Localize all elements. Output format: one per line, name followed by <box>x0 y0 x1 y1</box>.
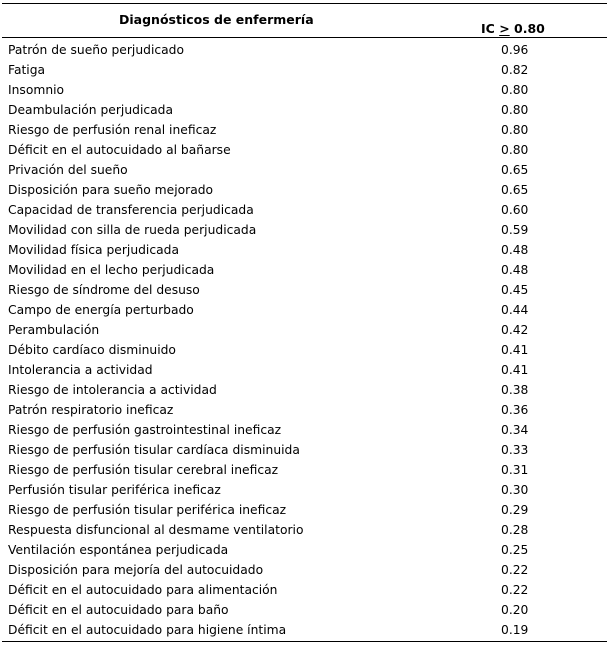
header-ic-operator: > <box>499 21 510 36</box>
diagnosis-label: Perambulación <box>8 323 100 337</box>
diagnosis-table <box>2 3 609 642</box>
table-body <box>2 38 609 640</box>
table-row <box>2 260 609 280</box>
diagnosis-label: Débito cardíaco disminuido <box>8 343 176 357</box>
table-row <box>2 60 609 80</box>
table-row <box>2 540 609 560</box>
table-row <box>2 460 609 480</box>
ic-value: 0.22 <box>501 563 529 577</box>
ic-value: 0.20 <box>501 603 529 617</box>
table-row <box>2 40 609 60</box>
diagnosis-label: Privación del sueño <box>8 163 128 177</box>
table-row <box>2 600 609 620</box>
diagnosis-label: Riesgo de perfusión renal ineficaz <box>8 123 217 137</box>
ic-value: 0.41 <box>501 343 529 357</box>
diagnosis-label: Fatiga <box>8 63 46 77</box>
ic-value: 0.19 <box>501 623 529 637</box>
ic-value: 0.80 <box>501 123 529 137</box>
ic-value: 0.60 <box>501 203 529 217</box>
table-row <box>2 500 609 520</box>
table-header <box>2 4 609 37</box>
table-row <box>2 200 609 220</box>
diagnosis-label: Ventilación espontánea perjudicada <box>8 543 229 557</box>
diagnosis-label: Riesgo de perfusión gastrointestinal ineficaz <box>8 423 282 437</box>
diagnosis-label: Riesgo de perfusión tisular cardíaca disminuida <box>8 443 300 457</box>
table-row <box>2 580 609 600</box>
table-row <box>2 560 609 580</box>
table-row <box>2 380 609 400</box>
table-row <box>2 100 609 120</box>
ic-value: 0.29 <box>501 503 529 517</box>
table-row <box>2 300 609 320</box>
ic-value: 0.25 <box>501 543 529 557</box>
diagnosis-label: Riesgo de perfusión tisular cerebral ineficaz <box>8 463 279 477</box>
table-row <box>2 320 609 340</box>
diagnosis-label: Insomnio <box>8 83 65 97</box>
ic-value: 0.65 <box>501 163 529 177</box>
ic-value: 0.28 <box>501 523 529 537</box>
diagnosis-label: Déficit en el autocuidado para higiene íntima <box>8 623 287 637</box>
diagnosis-label: Disposición para sueño mejorado <box>8 183 214 197</box>
header-ic-prefix: IC <box>481 21 500 36</box>
ic-value: 0.65 <box>501 183 529 197</box>
ic-value: 0.96 <box>501 43 529 57</box>
table-row <box>2 80 609 100</box>
table-row <box>2 400 609 420</box>
table-row <box>2 140 609 160</box>
diagnosis-label: Riesgo de síndrome del desuso <box>8 283 200 297</box>
diagnosis-label: Riesgo de intolerancia a actividad <box>8 383 217 397</box>
ic-value: 0.36 <box>501 403 529 417</box>
diagnosis-label: Intolerancia a actividad <box>8 363 153 377</box>
table-row <box>2 180 609 200</box>
ic-value: 0.41 <box>501 363 529 377</box>
header-ic <box>481 21 545 36</box>
ic-value: 0.80 <box>501 143 529 157</box>
ic-value: 0.80 <box>501 103 529 117</box>
table-row <box>2 240 609 260</box>
ic-value: 0.34 <box>501 423 529 437</box>
diagnosis-label: Déficit en el autocuidado para alimentación <box>8 583 278 597</box>
table-row <box>2 620 609 640</box>
ic-value: 0.48 <box>501 243 529 257</box>
diagnosis-label: Deambulación perjudicada <box>8 103 173 117</box>
ic-value: 0.22 <box>501 583 529 597</box>
diagnosis-label: Patrón de sueño perjudicado <box>8 43 184 57</box>
table-row <box>2 420 609 440</box>
ic-value: 0.80 <box>501 83 529 97</box>
table-row <box>2 120 609 140</box>
table-row <box>2 480 609 500</box>
ic-value: 0.48 <box>501 263 529 277</box>
table-row <box>2 520 609 540</box>
table-row <box>2 340 609 360</box>
ic-value: 0.82 <box>501 63 529 77</box>
diagnosis-label: Déficit en el autocuidado al bañarse <box>8 143 231 157</box>
header-ic-value: 0.80 <box>509 21 545 36</box>
table-row <box>2 360 609 380</box>
diagnosis-label: Respuesta disfuncional al desmame ventilatorio <box>8 523 304 537</box>
ic-value: 0.30 <box>501 483 529 497</box>
diagnosis-label: Patrón respiratorio ineficaz <box>8 403 174 417</box>
diagnosis-label: Déficit en el autocuidado para baño <box>8 603 229 617</box>
table-row <box>2 440 609 460</box>
ic-value: 0.44 <box>501 303 529 317</box>
diagnosis-label: Perfusión tisular periférica ineficaz <box>8 483 221 497</box>
table-row <box>2 280 609 300</box>
ic-value: 0.45 <box>501 283 529 297</box>
diagnosis-label: Capacidad de transferencia perjudicada <box>8 203 254 217</box>
diagnosis-label: Movilidad física perjudicada <box>8 243 179 257</box>
diagnosis-label: Disposición para mejoría del autocuidado <box>8 563 264 577</box>
ic-value: 0.31 <box>501 463 529 477</box>
table-row <box>2 160 609 180</box>
diagnosis-label: Movilidad con silla de rueda perjudicada <box>8 223 257 237</box>
diagnosis-label: Riesgo de perfusión tisular periférica ineficaz <box>8 503 287 517</box>
header-diagnosis: Diagnósticos de enfermería <box>119 12 314 27</box>
ic-value: 0.42 <box>501 323 529 337</box>
diagnosis-label: Movilidad en el lecho perjudicada <box>8 263 215 277</box>
ic-value: 0.33 <box>501 443 529 457</box>
ic-value: 0.59 <box>501 223 529 237</box>
ic-value: 0.38 <box>501 383 529 397</box>
table-row <box>2 220 609 240</box>
diagnosis-label: Campo de energía perturbado <box>8 303 194 317</box>
